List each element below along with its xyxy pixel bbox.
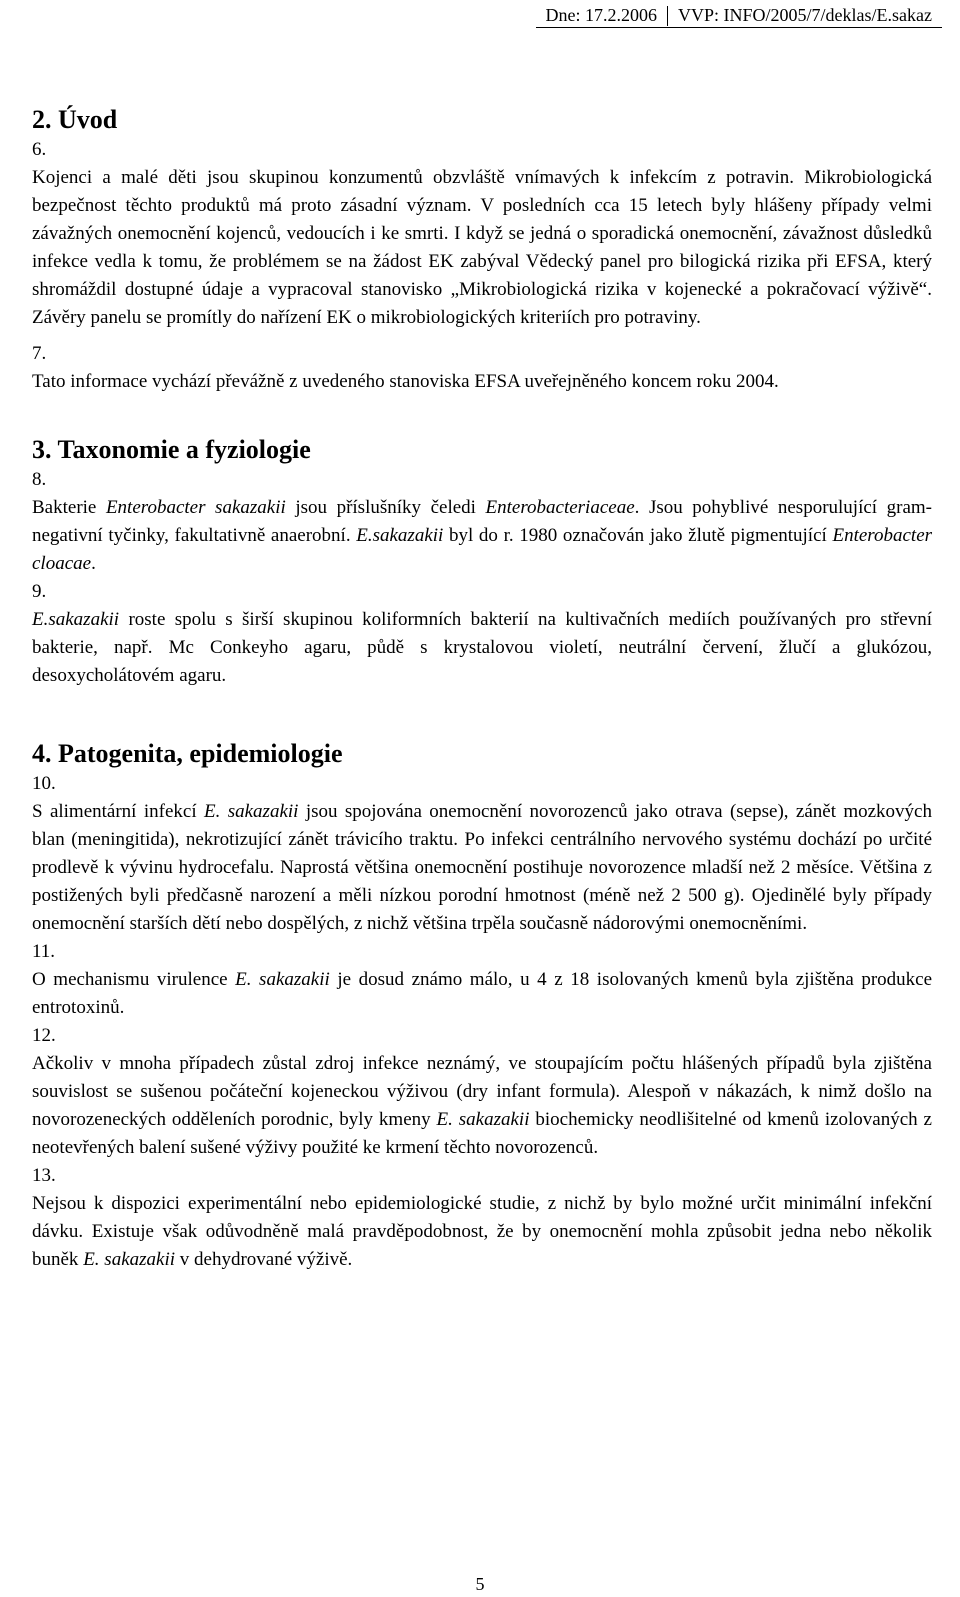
paragraph-9: E.sakazakii roste spolu s širší skupinou koliformních bakterií na kultivačních mediích používaných pro střevní bakterie, např. Mc Conkeyho agaru, půdě s krystalovou violetí, neutrální červení, žlučí a glukózou, desoxycholátovém agaru. [32,609,932,686]
section-title-taxonomie: 3. Taxonomie a fyziologie [32,435,311,464]
paragraph-6: Kojenci a malé děti jsou skupinou konzumentů obzvláště vnímavých k infekcím z potravin. Mikrobiologická bezpečnost těchto produktů má proto zásadní význam. V posledních cca 15 letech byly hlášeny případy velmi závažných onemocnění kojenců, vedoucích i ke smrti. I když se jedná o sporadická onemocnění, závažnost důsledků infekce vedla k tomu, že problémem se na žádost EK zabýval Vědecký panel pro bilogická rizika při EFSA, který shromáždil dostupné údaje a vypracoval stanovisko „Mikrobiologická rizika v kojenecké a pokračovací výživě“. Závěry panelu se promítly do nařízení EK o mikrobiologických kriteriích pro potraviny. [32,167,932,328]
section-title-uvod: 2. Úvod [32,105,118,134]
paragraph-11: O mechanismu virulence E. sakazakii je dosud známo málo, u 4 z 18 isolovaných kmenů byla zjištěna produkce entrotoxinů. [32,969,933,1018]
species-name: E.sakazakii [32,609,120,630]
species-name: Enterobacter sakazakii [105,497,286,518]
species-name: E. sakazakii [83,1249,176,1270]
paragraph-7: Tato informace vychází převážně z uvedeného stanoviska EFSA uveřejněného koncem roku 2004. [32,371,779,392]
header-date: Dne: 17.2.2006 [545,5,658,25]
paragraph-10: S alimentární infekcí E. sakazakii jsou spojována onemocnění novorozenců jako otrava (sepse), zánět mozkových blan (meningitida), nekrotizující zánět trávicího traktu. Po infekci centrálního nervového systému dochází po určité prodlevě k vývinu hydrocefalu. Naprostá většina onemocnění postihuje novorozence mladší než 2 měsíce. Většina z postižených byli předčasně narození a měli nízkou porodní hmotnost (méně než 2 500 g). Ojedinělé byly případy onemocnění starších dětí nebo dospělých, z nichž většina trpěla současně nádorovými onemocněními. [32,801,932,934]
paragraph-number-7: 7. [32,343,47,364]
species-name: E.sakazakii [356,525,444,546]
paragraph-number-8: 8. [32,469,47,490]
document-body [32,104,932,1274]
header-reference: VVP: INFO/2005/7/deklas/E.sakaz [678,5,932,25]
page-number: 5 [475,1574,485,1594]
paragraph-number-12: 12. [32,1025,56,1046]
paragraph-13: Nejsou k dispozici experimentální nebo epidemiologické studie, z nichž by bylo možné určit minimální infekční dávku. Existuje však odůvodněně malá pravděpodobnost, že by onemocnění mohla způsobit jedna nebo několik buněk E. sakazakii v dehydrované výživě. [32,1193,932,1270]
family-name: Enterobacteriaceae [485,497,635,518]
paragraph-number-6: 6. [32,139,47,160]
paragraph-number-13: 13. [32,1165,56,1186]
paragraph-number-9: 9. [32,581,47,602]
paragraph-number-11: 11. [32,941,56,962]
species-name: E. sakazakii [436,1109,530,1130]
species-name: Enterobacter cloacae [32,525,933,574]
species-name: E. sakazakii [203,801,299,822]
species-name: E. sakazakii [235,969,330,990]
section-title-patogenita: 4. Patogenita, epidemiologie [32,739,343,768]
paragraph-number-10: 10. [32,773,56,794]
paragraph-12: Ačkoliv v mnoha případech zůstal zdroj infekce neznámý, ve stoupajícím počtu hlášených případů byla zjištěna souvislost se sušenou počáteční kojeneckou výživou (dry infant formula). Alespoň v nákazách, k nimž došlo na novorozeneckých odděleních porodnic, byly kmeny E. sakazakii biochemicky neodlišitelné od kmenů izolovaných z neotevřených balení sušené výživy použité ke krmení těchto novorozenců. [32,1053,932,1158]
page-header [536,4,942,28]
paragraph-8: Bakterie Enterobacter sakazakii jsou příslušníky čeledi Enterobacteriaceae. Jsou pohyblivé nesporulující gram-negativní tyčinky, fakultativně anaerobní. E.sakazakii byl do r. 1980 označován jako žlutě pigmentující Enterobacter cloacae. [32,497,933,574]
